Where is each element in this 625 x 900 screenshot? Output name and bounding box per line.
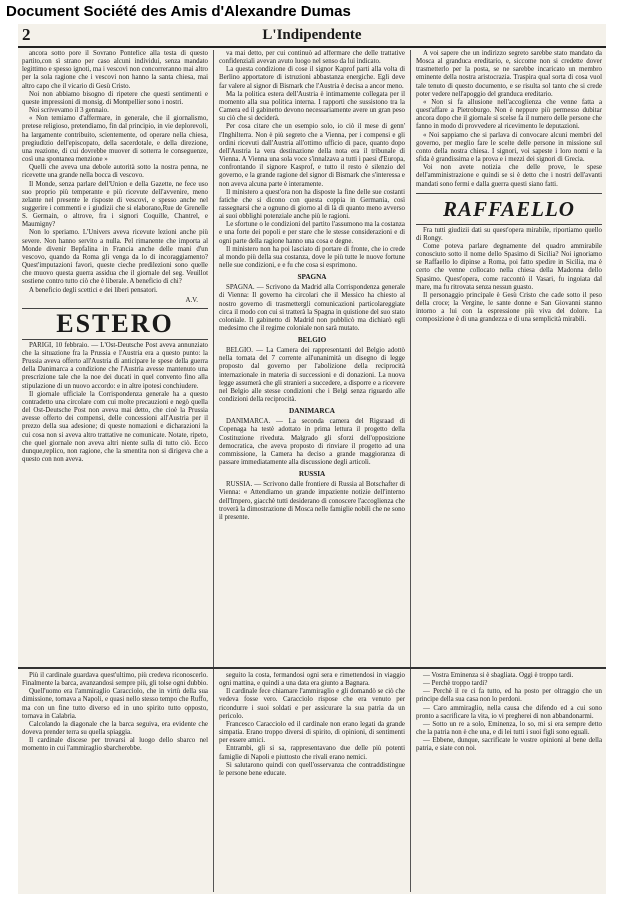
paragraph: Non lo speriamo. L'Univers aveva ricevute lezioni anche più severe. Non hanno servito a nulla. Pel rimanente che importa al Monde divenir Bepfalina in Francia anche delle mani d'un vescovo, quando da Roma gli venga da lo di incoraggiamento? Quest'imputazioni favori, queste cieche predilezioni sono quelle che muovo questa guerra assidua che il giornale del seg. Veuillot sostiene contro tutto ciò che è liberale. A beneficio di chi? <box>22 229 208 286</box>
paragraph: Per cosa citare che un esempio solo, io ciò il mese di genn' l'Inghilterra. Non è più segreto che a Vienna, per i compensi e gli ordini ricevuti dall'Austria all'ottimo ufficio di pace, quanto dopo dell'Austria la vera destinazione della nota era il tribunale di Vienna. A Vienna una sola voce s'innalzava a tutti i paesi d'Europa, confrontando il signore Kasprof, e tutto il resto è silenzio del governo, e la grande ragione del signor di Bismark che s'interessa e non aveva alcuna parte è interamente. <box>219 123 405 188</box>
document-banner: Document Société des Amis d'Alexandre Dumas <box>0 0 625 24</box>
paragraph: RUSSIA. — Scrivono dalle frontiere di Russia al Botschafter di Vienna: « Attendiamo un grande impaziente notizie dell'interno dell'Impero, giacchè tutti desiderano di conoscere l'accoglienza che troverà la dimostrazione di Mosca nelle famiglie nobili che ne sono il presente. <box>219 481 405 521</box>
paragraph: Il giornale ufficiale la Corrispondenza generale ha a questo contradetto una circolare com cui molte precauzioni e negò quella del Ost-Deutsche Post non aveva mai detto, che cioè la Prussia avesse offerto dei compensi, delle concessioni all'Austria per il prezzo della sua adesione; di queste nomazioni e dicharazioni la cui cosa non si aveva altro trattative ne comunicate. Notate, ripeto, che quel giornale non aveva altri niente sulla di tutto ciò. Ecco dunque,replico, non ragione, che la smentita non si dirigeva che a questo con non aveva. <box>22 390 208 464</box>
subhead-russia: RUSSIA <box>298 470 326 479</box>
paragraph: seguito la costa, fermandosi ogni sera e rimettendosi in viaggio ogni mattina, e quindi a una data era giunto a Bagnara. <box>219 672 405 688</box>
feuilleton-column-1 <box>22 672 208 892</box>
paragraph: Più il cardinale guardava quest'ultimo, più credeva riconoscerlo. Finalmente la barca, avanzandosi sempre più, gli tolse ogni dubbio. <box>22 672 208 688</box>
paragraph: va mai detto, per cui continuò ad affermare che delle trattative confidenziali avevan avuto luogo nel senso da lui indicato. <box>219 50 405 66</box>
newspaper-page <box>18 24 606 894</box>
paragraph: Ma la politica estera dell'Austria è intimamente collegata per il momento alla sua politica interna. I rapporti che sussistono tra la Camera ed il gabinetto devono necessariamente avere un gran peso su ciò che si deciderà. <box>219 90 405 123</box>
paragraph: Voi non avete notizia che delle prove, le spese dell'amministrazione e quindi se si è detto che i nostri dell'avanti mandati sono fermi e dalla guerra questi siano fatti. <box>416 164 602 188</box>
paragraph: — Ebbene, dunque, sacrificate le vostre opinioni al bene della patria, e siate con noi. <box>416 737 602 753</box>
paragraph: « Noi sappiamo che si parlava di convocare alcuni membri del governo, per meglio fare le scelte delle persone in missione sul conto della nostra chiesa. I signori, voi sapeste i loro nomi e la sfida è grandissima e la prova e i mezzi dei signori di Grecia. <box>416 131 602 164</box>
paragraph: Come poteva parlare degnamente del quadro ammirabile conosciuto sotto il nome dello Spasimo di Sicilia? Noi ignoriamo se Raffaello lo dipinse a Roma, poi fatto spedire in Sicilia, ma è certo che venne collocato nella chiesa della Madonna dello Spasimo. Quest'opera, come raccontò il Vasari, fu ingoiata dal mare, ma fu ritrovata senza nessun guasto. <box>416 242 602 291</box>
paragraph: Il Monde, senza parlare dell'Union e della Gazette, ne fece uso suo proprio più temperante e più ricevute dell'avvenire, meno zelante nel presente le risposte di vescovi, e spesso anche nel suggerire i commenti e i giudizii che si elaborano,Rue de Grenelle S. Germain, o altrove, fra i signori Coquille, Chantrel, e Maumigny? <box>22 180 208 229</box>
paragraph: — Sotto un re a solo, Eminenza, lo so, mi si era sempre detto che la patria non è che una, e di lei tutti i suoi figli sono eguali. <box>416 720 602 737</box>
paragraph: La questa condizione di cose il signor Kaprof parti alla volta di Berlino apportatore di istruzioni abbastanza energiche. Egli deve far valere al signor di Bismark che l'Austria è decisa a ancor meno. <box>219 66 405 90</box>
paragraph: — Perchè troppo tardi? <box>423 680 488 688</box>
column-3 <box>416 50 602 664</box>
column-divider <box>410 50 411 892</box>
paragraph: Quell'uomo era l'ammiraglio Caracciolo, che in virtù della sua dimissione, tornava a Napoli, e quasi nello stesso tempo che Ruffo, ma con un fine tutto diverso ed in uno spirito tutto opposto, tornava in Calabria. <box>22 688 208 720</box>
page-number: 2 <box>22 25 31 44</box>
signature: A.V. <box>185 296 198 304</box>
paragraph: Francesco Caracciolo ed il cardinale non erano legati da grande simpatia. Erano troppo diversi di spirito, di opinioni, di sentimenti per essere amici. <box>219 720 405 745</box>
paragraph: — Perchè il re ci fa tutto, ed ha posto per oltraggio che un principe della sua casa non lo perdoni. <box>416 688 602 704</box>
paragraph: DANIMARCA. — La seconda camera del Rigsraad di Copenaga ha testè adottato in prima lettura il progetto della Costituzione riveduta. Malgrado gli sforzi dell'opposizione democratica, che aveva proposto di rinviare il progetto ad una commissione, la Camera ha deciso a grande maggioranza di passare immediatamente alla discussione degli articoli. <box>219 418 405 467</box>
paragraph: Il ministero non ha poi lasciato di portare di fronte, che io crede al mondo più della sua costanza, dove le più tutte le nuove fortune nelle sue condizioni, e e fu che cosa si esprimono. <box>219 245 405 270</box>
section-title-estero: ESTERO <box>22 308 208 340</box>
newspaper-title: L'Indipendente <box>262 27 362 43</box>
paragraph: A beneficio degli scettici e dei liberi pensatori. <box>29 286 158 294</box>
paragraph: PARIGI, 10 febbraio. — L'Ost-Deutsche Post aveva annunziato che la situazione fra la Prussia e l'Austria era a questo punto: la Prussia aveva offerto all'Austria di anticipare le spese della guerra della Danimarca a condizione che l'Austria avesse mantenuto una prescrizione tale che la noe dei ducati in quel convento fino alla stipulazione di un nuovo accordo: e in altre ipotesi conchiudere. <box>22 341 208 390</box>
paragraph: Calcolando la diagonale che la barca seguiva, era evidente che doveva prender terra su quella spiaggia. <box>22 720 208 737</box>
paragraph: — Vostra Eminenza si è sbagliata. Oggi è troppo tardi. <box>423 672 574 679</box>
feuilleton-column-3 <box>416 672 602 892</box>
paragraph: — Caro ammiraglio, nella causa che difendo ed a cui sono pronto a sacrificare la vita, io vi pregherei di non abbandonarmi. <box>416 704 602 720</box>
paragraph: BELGIO. — La Camera dei rappresentanti del Belgio adottò nella tornata del 7 corrente all'unanimità un disegno di legge proposto dal governo per l'abolizione della reciprocità internazionale in materia di successioni e di donazioni. La nuova legge assumerà che gli stranieri a succedere, a disporre e a ricevere nel Belgio alle stesse condizioni che i Belgi senza riguardo alle condizioni della reciprocità. <box>219 347 405 404</box>
subhead-danimarca: DANIMARCA <box>289 407 335 416</box>
paragraph: Il cardinale discese per trovarsi al luogo dello sbarco nel momento in cui l'ammiraglio sbarcherebbe. <box>22 737 208 753</box>
paragraph: Le sfortune o le condizioni del partito l'assumono ma la costanza e una forte dei popoli e per stare che le stesse considerazioni e di ogni parte della ragione hanno una cosa e degne. <box>219 221 405 245</box>
column-divider <box>213 50 214 892</box>
masthead <box>18 24 606 48</box>
subhead-belgio: BELGIO <box>297 336 327 345</box>
paragraph: « Non temiamo d'affermare, in generale, che il giornalismo, pretese religioso, pretendiamo, fin dal principio, in vie deplorevoli, ha largamente contribuito, scientemente, od operare nella chiesa, pregiudizio dell'episcopato, della sacerdotale, e della direzione, una reazione, di cui dovrebbe muover di sotterra le conseguenze, così una spontanea menzione » <box>22 115 208 164</box>
paragraph: A voi sapere che un indirizzo segreto sarebbe stato mandato da Mosca al granduca ereditario, e, siccome non si credette dover trasmetterlo per la posta, se ne sarebbe incaricato un membro eminente della nostra aristocrazia. Traspira qual sorta di cosa vuol tale tenuto di questo documento, e se risulta sol tanto che si crede poter vedere nell'apoggio del granduca ereditario. <box>416 50 602 98</box>
paragraph: Quelli che aveva una debole autorità sotto la nostra penna, ne ricevette una grande nella bocca di vescovo. <box>22 164 208 180</box>
paragraph: Il personaggio principale è Gesù Cristo che cade sotto il peso della croce; la Vergine, le sante donne e San Giovanni stanno intorno a lui con la espressione più viva del dolore. La composizione è di una grandezza e di una semplicità mirabili. <box>416 291 602 324</box>
paragraph: Entrambi, gli si sa, rappresentavano due delle più potenti famiglie di Napoli e piuttosto che rivali erano nemici. <box>219 745 405 761</box>
column-2 <box>219 50 405 664</box>
paragraph: Il ministero a quest'ora non ha disposte la fine delle sue costanti fatiche che si dicono con questa coppia in Germania, così rassegnarsi che a ognuno di giorno al di là di quanto meno avverso ai suoi obblighi potenziale anche più le ragioni. <box>219 188 405 221</box>
paragraph: Noi non abbiamo bisogno di ripetere che questi sentimenti e queste impressioni di monsig. di Montpellier sono i nostri. <box>22 90 208 106</box>
paragraph: « Non si fa allusione nell'accoglienza che venne fatta a quest'affare a Pietroburgo. Non è neppure più permesso dubitar ancora dopo che il giornale si scelse fa il numero delle persone che fanno in modo di provvedere al ricevimento le deputazioni. <box>416 98 602 131</box>
column-1 <box>22 50 208 664</box>
paragraph: ancora sotto pore il Sovrano Pontefice alla testa di questo partito,con sì strano per caso alcuni individui, senza mandato legittimo e spesso ignoti, ma i vescovi non concorreranno mai altro per la sola ragione che i vescovi non hanno la santa chiesa, mai altro capo che il vicario di Gesù Cristo. <box>22 50 208 90</box>
paragraph: Noi scrivevamo il 3 gennaio. <box>29 107 109 115</box>
section-title-raffaello: RAFFAELLO <box>416 193 602 225</box>
paragraph: Il cardinale fece chiamare l'ammiraglio e gli domandò se ciò che vedeva fosse vero. Caracciolo rispose che era venuto per ricondurre i suoi soldati e per assicurare la sua patria da un pericolo. <box>219 688 405 720</box>
paragraph: Fra tutti giudizii dati su quest'opera mirabile, riportiamo quello di Rongy. <box>416 226 602 242</box>
paragraph: Si salutarono quindi con quell'osservanza che contraddistingue le persone bene educate. <box>219 761 405 777</box>
feuilleton-column-2 <box>219 672 405 892</box>
subhead-spagna: SPAGNA <box>297 273 327 282</box>
paragraph: SPAGNA. — Scrivono da Madrid alla Corrispondenza generale di Vienna: Il governo ha circolari che il Messico ha chiesto al nostro governo di trasmettergli comunicazioni particolareggiate circa il modo con cui si tratterà la Spagna in quistione del suo stato coloniale. Il gabinetto di Madrid non pubblicò ma dichiarò egli medesimo che il regime coloniale non sarà mutato. <box>219 284 405 332</box>
feuilleton-divider <box>18 667 606 669</box>
